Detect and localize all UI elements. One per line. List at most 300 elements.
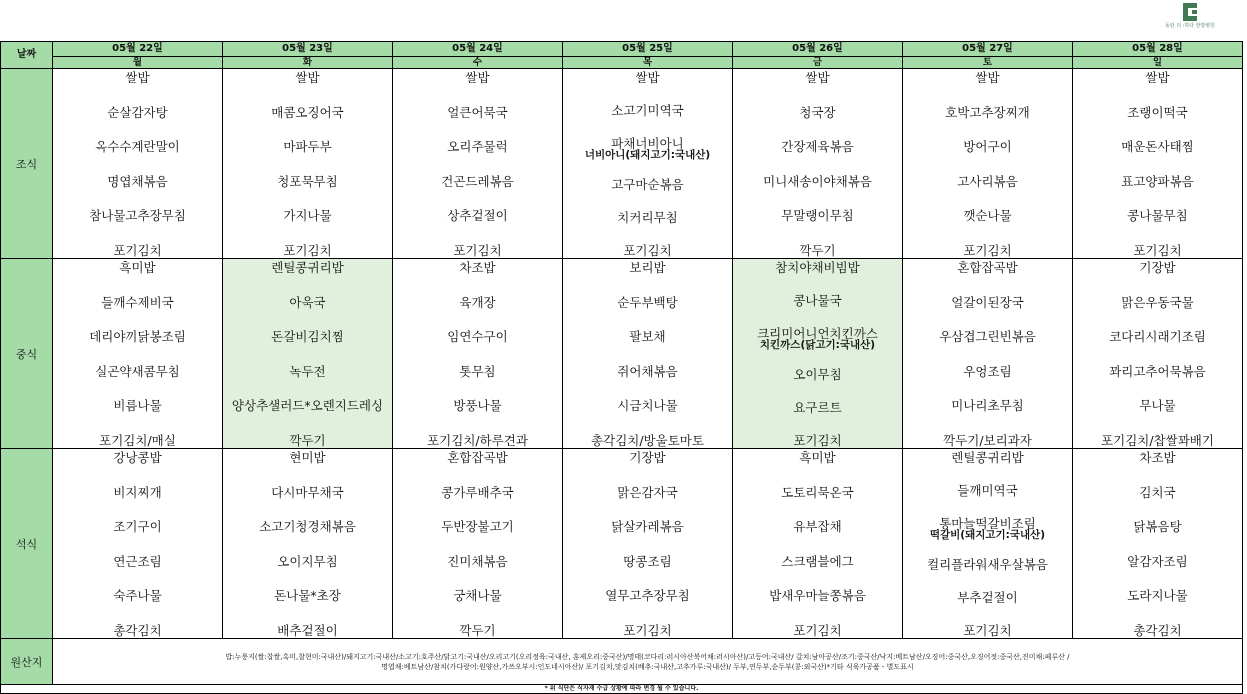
rice-item	[733, 451, 902, 465]
menu-item	[393, 434, 562, 448]
menu-item	[1073, 106, 1242, 120]
date-cell: 05월 22일	[53, 42, 223, 57]
menu-item-text: 코다리시래기조림	[1109, 329, 1206, 345]
menu-item-text: 포기김치	[113, 242, 162, 258]
menu-item-text: 맑은우동국물	[1121, 294, 1194, 310]
menu-item	[393, 244, 562, 258]
menu-item-text: 시금치나물	[617, 398, 678, 414]
menu-item	[393, 209, 562, 223]
menu-items	[903, 69, 1072, 258]
menu-item	[903, 106, 1072, 120]
menu-items	[393, 259, 562, 448]
menu-items	[1073, 69, 1242, 258]
menu-item-text: 돈갈비김치찜	[271, 329, 344, 345]
menu-items	[223, 259, 392, 448]
menu-item	[733, 434, 902, 448]
menu-item-text: 호박고추장찌개	[945, 104, 1030, 120]
rice-item	[53, 451, 222, 465]
menu-item-text: 소고기청경채볶음	[259, 519, 356, 535]
menu-item-text: 포기김치	[793, 432, 842, 448]
footer-row	[1, 685, 1243, 694]
menu-item	[563, 330, 732, 344]
meal-cell	[53, 449, 223, 639]
menu-item	[563, 555, 732, 569]
menu-item-text: 궁채나물	[453, 588, 502, 604]
rice-item	[903, 71, 1072, 85]
menu-item-text: 깍두기/보리과자	[943, 432, 1032, 448]
menu-item-text: 기장밥	[629, 450, 666, 465]
menu-item-text: 돈나물*초장	[274, 588, 341, 604]
menu-item-text: 포기김치	[283, 242, 332, 258]
menu-item	[563, 296, 732, 310]
menu-item-text: 포기김치/하루견과	[427, 432, 528, 448]
menu-item	[563, 589, 732, 603]
weekday-cell: 금	[733, 57, 903, 69]
menu-item-text: 차조밥	[1139, 450, 1176, 465]
menu-item-text: 혼합잡곡밥	[957, 260, 1018, 275]
menu-item	[393, 365, 562, 379]
menu-item	[733, 486, 902, 500]
weekday-cell: 일	[1073, 57, 1243, 69]
meal-cell	[903, 259, 1073, 449]
menu-item	[223, 140, 392, 154]
menu-item-text: 마파두부	[283, 139, 332, 155]
menu-item-text: 방풍나물	[453, 398, 502, 414]
menu-item	[733, 624, 902, 638]
date-cell: 05월 24일	[393, 42, 563, 57]
menu-item	[53, 555, 222, 569]
menu-item-text: 요구르트	[793, 400, 842, 416]
menu-item	[903, 296, 1072, 310]
menu-item	[903, 140, 1072, 154]
date-cell: 05월 28일	[1073, 42, 1243, 57]
menu-item	[53, 296, 222, 310]
menu-item	[393, 555, 562, 569]
meal-cell-highlighted	[733, 259, 903, 449]
menu-item	[223, 106, 392, 120]
menu-item-text: 깍두기	[799, 242, 836, 258]
menu-item	[903, 484, 1072, 498]
menu-item-text: 참치야채비빔밥	[775, 260, 860, 275]
date-cell: 05월 26일	[733, 42, 903, 57]
menu-item-text: 포기김치	[453, 242, 502, 258]
menu-item-text: 스크램블에그	[781, 553, 854, 569]
weekday-cell: 목	[563, 57, 733, 69]
menu-item	[1073, 330, 1242, 344]
weekday-header-row	[1, 57, 1243, 69]
menu-item	[393, 624, 562, 638]
menu-item	[53, 106, 222, 120]
menu-item-text: 혼합잡곡밥	[447, 450, 508, 465]
rice-item	[563, 261, 732, 275]
rice-item	[1073, 71, 1242, 85]
menu-item-text: 옥수수계란말이	[95, 139, 180, 155]
menu-item	[903, 624, 1072, 638]
date-label: 날짜	[1, 42, 53, 69]
rice-item	[1073, 451, 1242, 465]
menu-item-text: 치커리무침	[617, 210, 678, 226]
menu-item	[223, 244, 392, 258]
menu-item-text: 미나리초무침	[951, 398, 1024, 414]
menu-item-text: 유부잡채	[793, 519, 842, 535]
menu-items	[53, 449, 222, 638]
rice-item	[903, 261, 1072, 275]
menu-item-text: 육개장	[459, 294, 496, 310]
hospital-logo	[1150, 2, 1230, 36]
menu-item-text: 미니새송이야채볶음	[763, 173, 872, 189]
menu-item	[1073, 175, 1242, 189]
menu-items	[733, 69, 902, 258]
menu-item	[733, 368, 902, 382]
menu-items	[223, 69, 392, 258]
menu-item	[563, 211, 732, 225]
menu-item-text: 팔보채	[629, 329, 666, 345]
menu-item	[1073, 520, 1242, 534]
rice-item	[393, 71, 562, 85]
menu-item-text: 쌀밥	[295, 70, 320, 85]
menu-item-text: 오이무침	[793, 367, 842, 383]
meal-cell	[733, 69, 903, 259]
dinner-row	[1, 449, 1243, 639]
menu-item-text: 차조밥	[459, 260, 496, 275]
menu-item-text: 총각김치	[113, 622, 162, 638]
menu-item-text: 양상추샐러드*오렌지드레싱	[231, 398, 384, 414]
menu-item-text: 쌀밥	[1145, 70, 1170, 85]
menu-item	[903, 434, 1072, 448]
menu-item-text: 쌀밥	[125, 70, 150, 85]
menu-item-text: 데리야끼닭봉조림	[89, 329, 186, 345]
menu-item	[563, 365, 732, 379]
menu-items	[1073, 259, 1242, 448]
rice-item	[733, 261, 902, 275]
origin-note: 너비아니(돼지고기:국내산)	[584, 148, 711, 161]
rice-item	[223, 451, 392, 465]
logo-subtitle: 동탄 더 :하다 한방병원	[1165, 23, 1215, 29]
meal-cell	[563, 69, 733, 259]
menu-items	[733, 259, 902, 448]
date-cell: 05월 25일	[563, 42, 733, 57]
menu-item-text: 포기김치	[623, 242, 672, 258]
meal-cell	[563, 449, 733, 639]
menu-item-text: 총각김치	[1133, 622, 1182, 638]
menu-item-text: 우삼겹그린빈볶음	[939, 329, 1036, 345]
menu-item	[53, 399, 222, 413]
meal-cell	[223, 449, 393, 639]
menu-items	[53, 69, 222, 258]
menu-item-text: 닭살카레볶음	[611, 519, 684, 535]
menu-item	[1073, 365, 1242, 379]
menu-item-text: 배추겉절이	[277, 622, 338, 638]
rice-item	[223, 261, 392, 275]
menu-item-text: 얼갈이된장국	[951, 294, 1024, 310]
menu-item-text: 무나물	[1139, 398, 1176, 414]
menu-table	[0, 41, 1243, 694]
rice-item	[393, 451, 562, 465]
menu-item	[1073, 140, 1242, 154]
menu-item-text: 녹두전	[289, 363, 326, 379]
menu-item-text: 간장제육볶음	[781, 139, 854, 155]
menu-item	[733, 401, 902, 415]
menu-item-text: 기장밥	[1139, 260, 1176, 275]
menu-item	[563, 434, 732, 448]
menu-items	[563, 69, 732, 258]
menu-item-text: 청국장	[799, 104, 836, 120]
menu-item	[393, 140, 562, 154]
menu-item-text: 열무고추장무침	[605, 588, 690, 604]
menu-item-text: 쌀밥	[635, 70, 660, 85]
menu-item	[733, 327, 902, 350]
menu-item-text: 쌀밥	[975, 70, 1000, 85]
menu-item-text: 콩나물국	[793, 292, 842, 308]
menu-item	[1073, 399, 1242, 413]
menu-item-text: 고구마순볶음	[611, 177, 684, 193]
menu-item-text: 총각김치/방울토마토	[591, 432, 704, 448]
menu-item	[223, 486, 392, 500]
menu-item-text: 매운돈사태찜	[1121, 139, 1194, 155]
menu-item	[733, 175, 902, 189]
menu-item	[53, 140, 222, 154]
rice-item	[223, 71, 392, 85]
lunch-label: 중식	[1, 259, 53, 449]
meal-cell	[903, 69, 1073, 259]
menu-item-text: 아욱국	[289, 294, 326, 310]
weekday-cell: 화	[223, 57, 393, 69]
meal-cell	[53, 259, 223, 449]
menu-item	[223, 399, 392, 413]
menu-item	[53, 209, 222, 223]
rice-item	[53, 71, 222, 85]
menu-item	[903, 365, 1072, 379]
weekday-cell: 토	[903, 57, 1073, 69]
menu-item-text: 표고양파볶음	[1121, 173, 1194, 189]
menu-item-text: 파채너비아니	[611, 135, 684, 151]
rice-item	[733, 71, 902, 85]
menu-item-text: 깍두기	[289, 432, 326, 448]
menu-item-text: 밥새우마늘쫑볶음	[769, 588, 866, 604]
menu-item	[733, 244, 902, 258]
menu-items	[563, 259, 732, 448]
menu-item	[1073, 555, 1242, 569]
menu-item	[53, 175, 222, 189]
menu-item	[53, 330, 222, 344]
menu-item	[223, 365, 392, 379]
menu-item-text: 포기김치	[623, 622, 672, 638]
menu-item-text: 두반장불고기	[441, 519, 514, 535]
date-header-row	[1, 42, 1243, 57]
menu-item	[223, 589, 392, 603]
menu-item	[53, 624, 222, 638]
menu-item-text: 도라지나물	[1127, 588, 1188, 604]
menu-item	[223, 555, 392, 569]
menu-item-text: 깻순나물	[963, 208, 1012, 224]
origin-row	[1, 639, 1243, 685]
menu-item-text: 흑미밥	[119, 260, 156, 275]
menu-item-text: 꽈리고추어묵볶음	[1109, 363, 1206, 379]
menu-item	[733, 294, 902, 308]
menu-item-text: 우엉조림	[963, 363, 1012, 379]
menu-item	[563, 137, 732, 160]
menu-item	[563, 178, 732, 192]
menu-item	[223, 209, 392, 223]
menu-item-text: 진미채볶음	[447, 553, 508, 569]
meal-cell	[53, 69, 223, 259]
menu-item	[733, 589, 902, 603]
menu-item	[223, 624, 392, 638]
menu-item-text: 깍두기	[459, 622, 496, 638]
meal-cell	[563, 259, 733, 449]
menu-item-text: 포기김치/매실	[99, 432, 176, 448]
menu-item-text: 콩가루배추국	[441, 484, 514, 500]
menu-item-text: 들깨수제비국	[101, 294, 174, 310]
menu-item	[903, 591, 1072, 605]
menu-item	[223, 296, 392, 310]
menu-item-text: 들깨미역국	[957, 482, 1018, 498]
menu-item-text: 닭볶음탕	[1133, 519, 1182, 535]
menu-item-text: 쥐어채볶음	[617, 363, 678, 379]
menu-item-text: 명엽채볶음	[107, 173, 168, 189]
menu-item	[393, 175, 562, 189]
menu-item-text: 강낭콩밥	[113, 450, 162, 465]
rice-item	[563, 451, 732, 465]
menu-item-text: 매콤오징어국	[271, 104, 344, 120]
menu-item-text: 쌀밥	[805, 70, 830, 85]
menu-item-text: 조랭이떡국	[1127, 104, 1188, 120]
meal-cell	[903, 449, 1073, 639]
menu-item-text: 무말랭이무침	[781, 208, 854, 224]
menu-item	[223, 434, 392, 448]
menu-item	[903, 175, 1072, 189]
menu-item	[1073, 296, 1242, 310]
menu-item-text: 포기김치	[1133, 242, 1182, 258]
breakfast-row	[1, 69, 1243, 259]
menu-item	[563, 486, 732, 500]
menu-item-text: 상추겉절이	[447, 208, 508, 224]
menu-item-text: 임연수구이	[447, 329, 508, 345]
menu-item-text: 알감자조림	[1127, 553, 1188, 569]
menu-item-text: 컬리플라워새우살볶음	[927, 557, 1048, 573]
meal-cell	[733, 449, 903, 639]
rice-item	[53, 261, 222, 275]
menu-item-text: 다시마무채국	[271, 484, 344, 500]
menu-item-text: 포기김치	[793, 622, 842, 638]
menu-item-text: 콩나물무침	[1127, 208, 1188, 224]
menu-item-text: 맑은감자국	[617, 484, 678, 500]
menu-item-text: 땅콩조림	[623, 553, 672, 569]
menu-item	[53, 434, 222, 448]
menu-item	[563, 104, 732, 118]
menu-item	[903, 399, 1072, 413]
menu-item	[223, 330, 392, 344]
menu-items	[223, 449, 392, 638]
menu-items	[53, 259, 222, 448]
menu-item	[393, 486, 562, 500]
meal-cell	[393, 449, 563, 639]
origin-line: 명엽채:베트남산/참치(가다랑어:원양산,가쓰오부시:인도네시아산)/ 포기김치,맛김치(배추:국내산,고추가루:국내산)/ 두부,연두부,순두부(콩:외국산)*기타 식육가공품 - 별도표시	[381, 662, 914, 671]
menu-item	[1073, 209, 1242, 223]
date-cell: 05월 27일	[903, 42, 1073, 57]
menu-item-text: 렌틸콩귀리밥	[271, 260, 344, 275]
menu-items	[393, 449, 562, 638]
menu-item-text: 오이지무침	[277, 553, 338, 569]
menu-item	[563, 520, 732, 534]
menu-items	[733, 449, 902, 638]
menu-item-text: 고사리볶음	[957, 173, 1018, 189]
meal-cell	[1073, 69, 1243, 259]
origin-text	[53, 639, 1243, 685]
menu-item	[393, 399, 562, 413]
menu-item	[53, 244, 222, 258]
meal-cell-highlighted	[223, 259, 393, 449]
meal-cell	[1073, 259, 1243, 449]
menu-item-text: 방어구이	[963, 139, 1012, 155]
menu-items	[393, 69, 562, 258]
menu-item	[393, 330, 562, 344]
menu-item	[733, 209, 902, 223]
rice-item	[1073, 261, 1242, 275]
menu-item	[223, 175, 392, 189]
menu-item-text: 보리밥	[629, 260, 666, 275]
menu-item-text: 비지찌개	[113, 484, 162, 500]
menu-item-text: 통마늘떡갈비조림	[939, 515, 1036, 531]
weekday-cell: 수	[393, 57, 563, 69]
menu-item-text: 숙주나물	[113, 588, 162, 604]
meal-cell	[1073, 449, 1243, 639]
origin-line: 밥:누룽지(쌀:찹쌀,흑미,찰현미:국내산)/돼지고기:국내산/소고기:호주산/닭고기:국내산/오리고기(오리정육:국내산, 훈제오리:중국산)/명태(코다리:러시아산북어채:러시아산)/고등어:국내산/ 갈치:남아공산/조기:중국산/낙지:베트남산/오징어:중국산,오징어젓:중국산,진미채:페루산 /	[225, 652, 1070, 661]
date-cell: 05월 23일	[223, 42, 393, 57]
menu-item-text: 렌틸콩귀리밥	[951, 450, 1024, 465]
menu-items	[903, 259, 1072, 448]
menu-item	[53, 486, 222, 500]
menu-item-text: 실곤약새콤무침	[95, 363, 180, 379]
rice-item	[563, 71, 732, 85]
menu-items	[563, 449, 732, 638]
menu-item-text: 포기김치/찹쌀꽈배기	[1101, 432, 1214, 448]
origin-note: 떡갈비(돼지고기:국내산)	[929, 528, 1046, 541]
menu-item-text: 흑미밥	[799, 450, 836, 465]
lunch-row	[1, 259, 1243, 449]
menu-item-text: 순살감자탕	[107, 104, 168, 120]
rice-item	[903, 451, 1072, 465]
menu-item	[733, 555, 902, 569]
menu-item-text: 연근조림	[113, 553, 162, 569]
menu-item	[1073, 486, 1242, 500]
menu-item	[563, 244, 732, 258]
menu-item	[393, 106, 562, 120]
menu-item-text: 포기김치	[963, 242, 1012, 258]
menu-item-text: 쌀밥	[465, 70, 490, 85]
menu-item	[393, 520, 562, 534]
menu-item	[1073, 624, 1242, 638]
meal-cell	[393, 69, 563, 259]
menu-item-text: 오리주물럭	[447, 139, 508, 155]
menu-item	[733, 520, 902, 534]
menu-items	[1073, 449, 1242, 638]
menu-item	[1073, 589, 1242, 603]
menu-item-text: 김치국	[1139, 484, 1176, 500]
weekday-cell: 월	[53, 57, 223, 69]
menu-item-text: 비름나물	[113, 398, 162, 414]
menu-item-text: 청포묵무침	[277, 173, 338, 189]
menu-item	[903, 209, 1072, 223]
menu-item	[53, 520, 222, 534]
menu-item-text: 건곤드레볶음	[441, 173, 514, 189]
menu-item	[563, 399, 732, 413]
menu-item-text: 부추겉절이	[957, 590, 1018, 606]
menu-item	[903, 244, 1072, 258]
menu-item-text: 가지나물	[283, 208, 332, 224]
menu-item	[393, 589, 562, 603]
menu-item	[223, 520, 392, 534]
